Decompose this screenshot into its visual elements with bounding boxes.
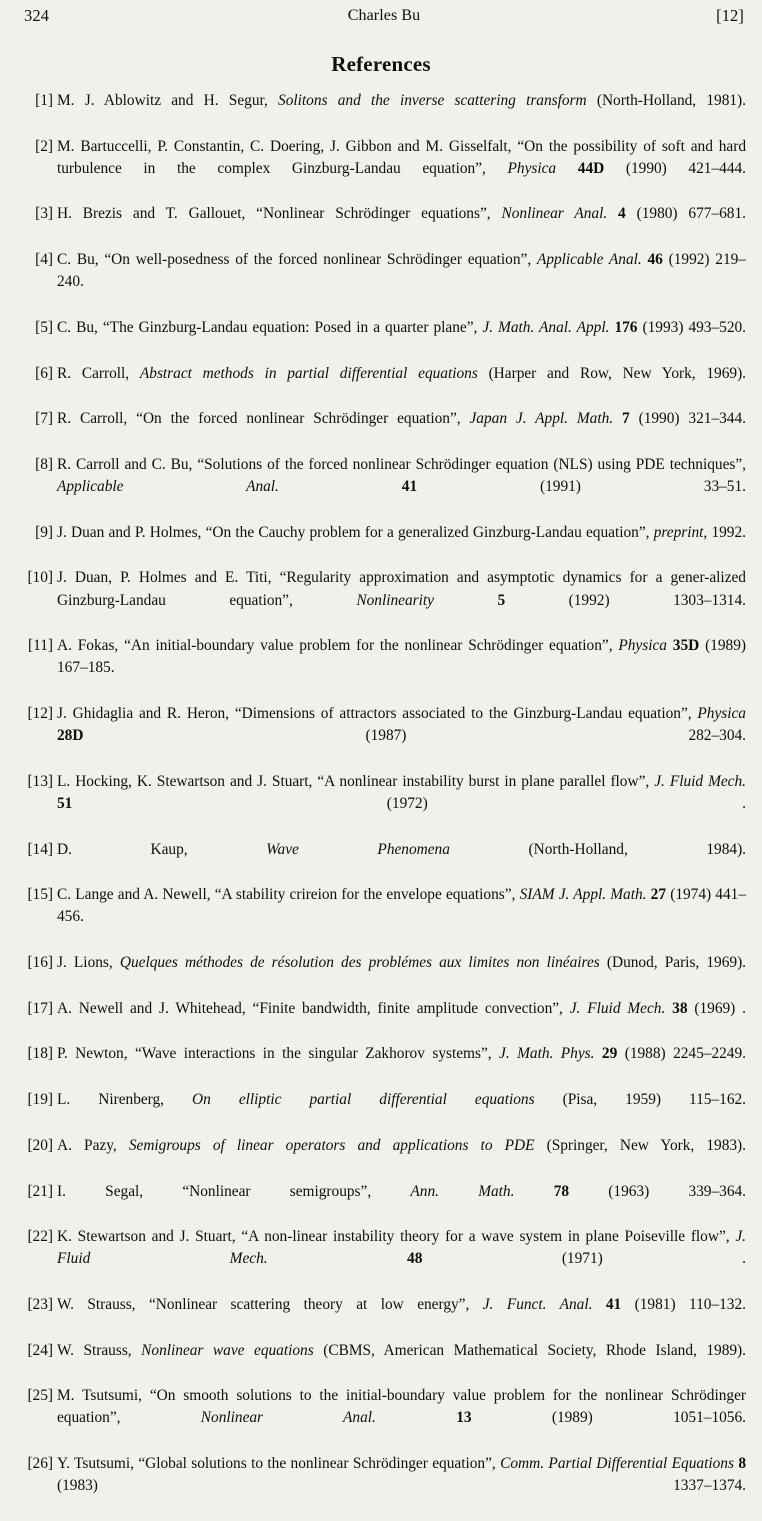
reference-entry — [24, 771, 746, 837]
reference-volume-bold: 41 — [401, 478, 418, 496]
reference-text — [57, 1226, 746, 1292]
reference-volume-bold: 78 — [553, 1182, 570, 1200]
reference-number: [11] — [28, 637, 53, 655]
reference-title-italic: J. Math. Phys. — [499, 1045, 595, 1063]
reference-text-roman: J. Lions, — [57, 954, 120, 972]
reference-entry — [24, 952, 746, 996]
reference-text-roman: (1989) 1051–1056. — [471, 1409, 746, 1427]
reference-text-roman: (North-Holland, 1981). — [586, 92, 746, 109]
reference-text-roman: (1992) 1303–1314. — [505, 591, 746, 609]
reference-text-roman: L. Nirenberg, — [57, 1091, 193, 1109]
reference-text-roman: (1993) 493–520. — [637, 318, 746, 336]
reference-text-roman: M. Bartuccelli, P. Constantin, C. Doering, J. Gibbon and M. Gisselfalt, “On the possibility of soft and hard turbulence in the complex Ginzburg-Landau equation”, — [57, 137, 746, 177]
reference-text-roman: W. Strauss, “Nonlinear scattering theory at low energy”, — [57, 1295, 483, 1313]
reference-text-roman: A. Fokas, “An initial-boundary value problem for the nonlinear Schrödinger equation”, — [57, 637, 619, 655]
reference-title-italic: Semigroups of linear operators and applications to PDE — [128, 1136, 535, 1154]
reference-entry — [24, 1089, 746, 1133]
reference-number: [22] — [27, 1228, 53, 1246]
reference-text — [57, 703, 746, 769]
reference-number: [4] — [35, 251, 53, 269]
reference-volume-bold: 38 — [672, 999, 688, 1017]
reference-text — [57, 998, 746, 1042]
reference-text-roman: (1988) 2245–2249. — [617, 1045, 746, 1063]
reference-title-italic: Quelques méthodes de résolution des problémes aux limites non linéaires — [119, 954, 600, 972]
reference-number: [26] — [27, 1455, 53, 1473]
reference-title-italic: Ann. Math. — [410, 1182, 515, 1200]
reference-text-roman: J. Duan and P. Holmes, “On the Cauchy problem for a generalized Ginzburg-Landau equation”, — [57, 523, 654, 541]
reference-title-italic: J. Fluid Mech. — [569, 999, 666, 1017]
reference-volume-bold: 51 — [57, 794, 73, 812]
running-header — [24, 6, 744, 28]
reference-text-roman: (1990) 421–444. — [604, 159, 746, 177]
reference-title-italic: Wave Phenomena — [266, 840, 450, 858]
reference-number: [25] — [27, 1387, 53, 1405]
reference-volume-bold: 46 — [647, 251, 663, 269]
reference-number: [14] — [27, 840, 53, 858]
reference-text-roman — [556, 160, 578, 177]
reference-entry — [24, 1453, 746, 1519]
reference-text-roman — [376, 1409, 456, 1426]
reference-text — [57, 1340, 746, 1384]
reference-entry — [24, 635, 746, 701]
reference-text-roman: J. Ghidaglia and R. Heron, “Dimensions of attractors associated to the Ginzburg-Landau equation”, — [57, 705, 698, 723]
reference-text-roman — [607, 205, 618, 222]
reference-text — [57, 249, 746, 315]
reference-title-italic: J. Fluid Mech. — [654, 772, 746, 790]
reference-text-roman: (1972) . — [72, 794, 746, 812]
reference-title-italic: J. Fluid Mech. — [57, 1228, 746, 1268]
reference-text-roman: Y. Tsutsumi, “Global solutions to the nonlinear Schrödinger equation”, — [57, 1455, 501, 1473]
reference-text-roman — [514, 1183, 553, 1200]
reference-title-italic: Physica — [618, 637, 667, 655]
reference-text — [57, 1181, 746, 1225]
reference-volume-bold: 27 — [650, 886, 667, 904]
reference-text-roman — [268, 1250, 407, 1267]
reference-text-roman: (1981) 110–132. — [621, 1295, 746, 1313]
reference-text-roman — [279, 478, 402, 495]
reference-number: [23] — [27, 1295, 53, 1313]
reference-entry — [24, 1340, 746, 1384]
reference-text-roman: (1990) 321–344. — [629, 410, 746, 428]
reference-volume-bold: 29 — [601, 1045, 618, 1063]
reference-volume-bold: 5 — [497, 591, 506, 609]
reference-text-roman: (Pisa, 1959) 115–162. — [534, 1091, 746, 1109]
reference-entry — [24, 884, 746, 950]
reference-title-italic: On elliptic partial differential equations — [192, 1091, 535, 1109]
reference-number: [24] — [27, 1341, 53, 1359]
reference-number: [15] — [27, 886, 53, 904]
reference-entry — [24, 317, 746, 361]
reference-entry — [24, 1385, 746, 1451]
reference-text-roman: K. Stewartson and J. Stuart, “A non-linear instability theory for a wave system in plane Poiseville flow”, — [57, 1228, 736, 1246]
reference-text-roman: M. J. Ablowitz and H. Segur, — [57, 92, 279, 109]
reference-text — [57, 567, 746, 633]
reference-text — [57, 1385, 746, 1451]
reference-entry — [24, 522, 746, 566]
reference-text — [57, 1294, 746, 1338]
reference-text-roman: (1969) . — [687, 999, 746, 1017]
reference-volume-bold: 8 — [738, 1455, 746, 1473]
reference-title-italic: J. Funct. Anal. — [482, 1295, 593, 1313]
reference-title-italic: Japan J. Appl. Math. — [469, 410, 614, 428]
running-title: Charles Bu — [347, 7, 421, 24]
reference-text — [57, 522, 746, 566]
reference-entry — [24, 1294, 746, 1338]
reference-title-italic: Physica — [697, 705, 746, 723]
reference-text-roman: J. Duan, P. Holmes and E. Titi, “Regularity approximation and asymptotic dynamics for a gener-alized Ginzburg-Landau equation”, — [57, 569, 746, 609]
reference-number: [9] — [35, 523, 53, 541]
section-heading: References — [331, 52, 431, 77]
reference-title-italic: Applicable Anal. — [536, 251, 642, 269]
reference-text-roman — [434, 592, 498, 609]
reference-title-italic: Nonlinear Anal. — [200, 1409, 376, 1427]
reference-title-italic: SIAM J. Appl. Math. — [519, 886, 647, 904]
reference-entry — [24, 1226, 746, 1292]
reference-entry — [24, 703, 746, 769]
reference-text-roman: (1971) . — [422, 1250, 746, 1268]
reference-entry — [24, 1181, 746, 1225]
reference-text-roman: D. Kaup, — [57, 840, 267, 858]
reference-entry — [24, 839, 746, 883]
reference-text-roman: (1974) 441–456. — [57, 886, 746, 926]
reference-text-roman: (1983) 1337–1374. — [57, 1477, 746, 1495]
reference-text-roman: R. Carroll, “On the forced nonlinear Schrödinger equation”, — [57, 410, 470, 428]
reference-text-roman: A. Pazy, — [57, 1136, 129, 1154]
reference-text-roman: L. Hocking, K. Stewartson and J. Stuart, “A nonlinear instability burst in plane parallel flow”, — [57, 772, 655, 790]
reference-text-roman — [592, 1296, 605, 1313]
reference-text — [57, 1453, 746, 1519]
reference-volume-bold: 4 — [618, 205, 626, 223]
reference-title-italic: Solitons and the inverse scattering transform — [278, 92, 587, 109]
reference-text — [57, 884, 746, 950]
reference-text-roman: (1989) 167–185. — [57, 637, 746, 677]
reference-text-roman — [594, 1045, 601, 1062]
reference-title-italic: Abstract methods in partial differential equations — [139, 364, 478, 382]
reference-number: [21] — [27, 1182, 53, 1200]
reference-number: [10] — [27, 569, 53, 587]
reference-entry — [24, 363, 746, 407]
reference-text-roman: (Harper and Row, New York, 1969). — [477, 364, 746, 382]
reference-number: [8] — [35, 456, 53, 473]
reference-text — [57, 771, 746, 837]
reference-text-roman: R. Carroll and C. Bu, “Solutions of the forced nonlinear Schrödinger equation (NLS) using PDE techniques”, — [57, 456, 746, 473]
reference-entry — [24, 249, 746, 315]
reference-text-roman: A. Newell and J. Whitehead, “Finite bandwidth, finite amplitude convection”, — [57, 999, 570, 1017]
reference-title-italic: Comm. Partial Differential Equations — [500, 1455, 734, 1473]
reference-text-roman: W. Strauss, — [57, 1341, 142, 1359]
reference-text-roman: C. Bu, “On well-posedness of the forced nonlinear Schrödinger equation”, — [57, 251, 537, 269]
reference-number: [5] — [35, 318, 53, 336]
reference-text-roman: (1963) 339–364. — [569, 1182, 746, 1200]
reference-volume-bold: 7 — [622, 410, 630, 428]
reference-entry — [24, 136, 746, 202]
reference-text — [57, 1135, 746, 1179]
reference-text-roman: C. Lange and A. Newell, “A stability crireion for the envelope equations”, — [57, 886, 520, 904]
reference-entry — [24, 1135, 746, 1179]
reference-number: [12] — [27, 705, 53, 723]
reference-number: [7] — [35, 410, 53, 428]
reference-text-roman: (Dunod, Paris, 1969). — [599, 954, 747, 972]
reference-entry — [24, 567, 746, 633]
page-number: 324 — [24, 6, 50, 25]
reference-entry — [24, 408, 746, 452]
reference-text-roman: (1987) 282–304. — [83, 727, 746, 745]
reference-text-roman: (1980) 677–681. — [625, 205, 746, 223]
reference-number: [20] — [27, 1136, 53, 1154]
reference-text — [57, 952, 746, 996]
reference-title-italic: Applicable Anal. — [57, 478, 279, 496]
reference-text-roman: (1991) 33–51. — [417, 478, 746, 496]
reference-number: [17] — [27, 999, 53, 1017]
reference-entry — [24, 90, 746, 134]
reference-number: [19] — [27, 1091, 53, 1109]
reference-volume-bold: 176 — [614, 318, 638, 336]
reference-number: [2] — [35, 137, 53, 155]
reference-title-italic: Nonlinear wave equations — [141, 1341, 314, 1359]
reference-text — [57, 1089, 746, 1133]
reference-entry — [24, 1043, 746, 1087]
reference-text — [57, 408, 746, 452]
reference-text — [57, 203, 746, 247]
article-number: [12] — [716, 6, 744, 25]
reference-text — [57, 136, 746, 202]
reference-text-roman: H. Brezis and T. Gallouet, “Nonlinear Schrödinger equations”, — [57, 205, 502, 223]
reference-volume-bold: 35D — [672, 637, 700, 655]
reference-entry — [24, 998, 746, 1042]
reference-entry — [24, 454, 746, 520]
reference-text-roman — [613, 410, 622, 427]
reference-text-roman: (North-Holland, 1984). — [449, 840, 746, 858]
reference-title-italic: Nonlinear Anal. — [501, 205, 608, 223]
reference-text-roman: I. Segal, “Nonlinear semigroups”, — [57, 1182, 411, 1200]
reference-volume-bold: 41 — [605, 1295, 622, 1313]
reference-title-italic: Nonlinearity — [356, 591, 434, 609]
reference-text-roman: R. Carroll, — [57, 364, 140, 382]
reference-text — [57, 317, 746, 361]
reference-text — [57, 635, 746, 701]
reference-number: [3] — [35, 205, 53, 223]
reference-text-roman: (CBMS, American Mathematical Society, Rhode Island, 1989). — [313, 1341, 746, 1359]
reference-title-italic: preprint — [653, 523, 704, 541]
reference-number: [16] — [27, 954, 53, 972]
reference-text-roman: (1992) 219–240. — [57, 251, 746, 291]
reference-text — [57, 839, 746, 883]
reference-volume-bold: 13 — [456, 1409, 472, 1427]
reference-text — [57, 363, 746, 407]
reference-entry — [24, 203, 746, 247]
reference-number: [13] — [27, 772, 53, 790]
reference-text-roman: (Springer, New York, 1983). — [534, 1136, 746, 1154]
reference-text — [57, 1043, 746, 1087]
reference-number: [1] — [35, 92, 53, 109]
reference-text-roman: , 1992. — [703, 523, 746, 541]
reference-volume-bold: 48 — [407, 1250, 423, 1268]
reference-text — [57, 90, 746, 134]
reference-text — [57, 454, 746, 520]
reference-volume-bold: 44D — [577, 159, 605, 177]
reference-number: [18] — [27, 1045, 53, 1063]
reference-title-italic: J. Math. Anal. Appl. — [482, 318, 610, 336]
reference-text-roman: M. Tsutsumi, “On smooth solutions to the initial-boundary value problem for the nonlinear Schrödinger equation”, — [57, 1387, 746, 1427]
reference-list — [24, 90, 746, 1521]
reference-text-roman: C. Bu, “The Ginzburg-Landau equation: Posed in a quarter plane”, — [57, 318, 483, 336]
reference-number: [6] — [35, 364, 53, 382]
reference-title-italic: Physica — [507, 159, 557, 177]
reference-volume-bold: 28D — [57, 727, 84, 745]
reference-text-roman: P. Newton, “Wave interactions in the singular Zakhorov systems”, — [57, 1045, 500, 1063]
